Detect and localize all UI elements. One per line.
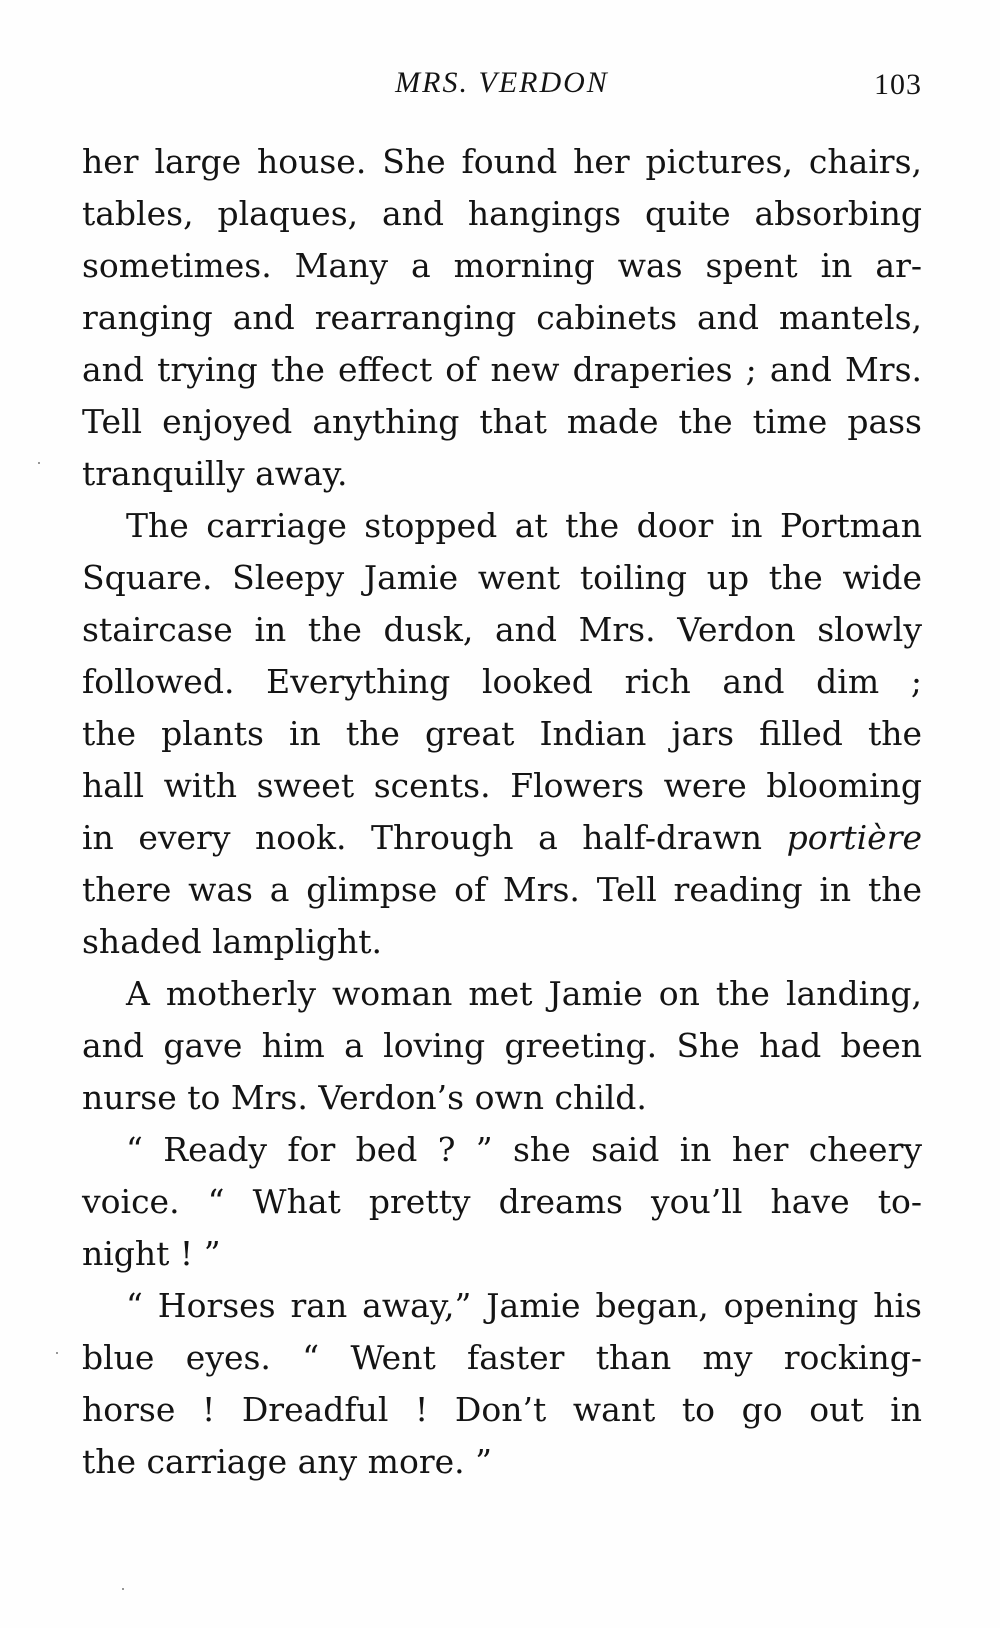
text-line-segment: in every nook. Through a half-drawn	[82, 818, 787, 857]
italic-word: portière	[786, 818, 922, 857]
print-speck	[38, 462, 40, 464]
body-text	[82, 136, 922, 1488]
text-line: the plants in the great Indian jars filled the	[82, 714, 922, 753]
running-title: MRS. VERDON	[395, 66, 609, 99]
text-line: tables, plaques, and hangings quite absorbing	[82, 194, 922, 233]
text-line: the carriage any more. ”	[82, 1442, 492, 1481]
text-line: and gave him a loving greeting. She had been	[82, 1026, 922, 1065]
text-line: tranquilly away.	[82, 454, 348, 493]
print-speck	[122, 1588, 124, 1590]
text-line: “ Ready for bed ? ” she said in her cheery	[126, 1130, 922, 1169]
text-line: horse ! Dreadful ! Don’t want to go out in	[82, 1390, 922, 1429]
text-line: and trying the effect of new draperies ; and Mrs.	[82, 350, 922, 389]
text-line: staircase in the dusk, and Mrs. Verdon slowly	[82, 610, 922, 649]
text-line: The carriage stopped at the door in Portman	[126, 506, 922, 545]
text-line: shaded lamplight.	[82, 922, 383, 961]
text-line: ranging and rearranging cabinets and mantels,	[82, 298, 922, 337]
running-head	[82, 66, 922, 106]
print-speck	[56, 1352, 58, 1354]
text-line: hall with sweet scents. Flowers were blooming	[82, 766, 922, 805]
text-line: sometimes. Many a morning was spent in ar-	[82, 246, 922, 285]
text-line: night ! ”	[82, 1234, 221, 1273]
text-line: there was a glimpse of Mrs. Tell reading in the	[82, 870, 922, 909]
text-line: blue eyes. “ Went faster than my rocking-	[82, 1338, 922, 1377]
text-line	[82, 812, 922, 864]
page-number: 103	[874, 68, 922, 101]
text-line: “ Horses ran away,” Jamie began, opening his	[126, 1286, 922, 1325]
text-line: Tell enjoyed anything that made the time pass	[82, 402, 922, 441]
text-line: nurse to Mrs. Verdon’s own child.	[82, 1078, 647, 1117]
text-line: her large house. She found her pictures, chairs,	[82, 142, 922, 181]
text-line: A motherly woman met Jamie on the landing,	[126, 974, 922, 1013]
text-line: voice. “ What pretty dreams you’ll have to-	[82, 1182, 922, 1221]
text-line: Square. Sleepy Jamie went toiling up the wide	[82, 558, 922, 597]
text-line: followed. Everything looked rich and dim ;	[82, 662, 922, 701]
